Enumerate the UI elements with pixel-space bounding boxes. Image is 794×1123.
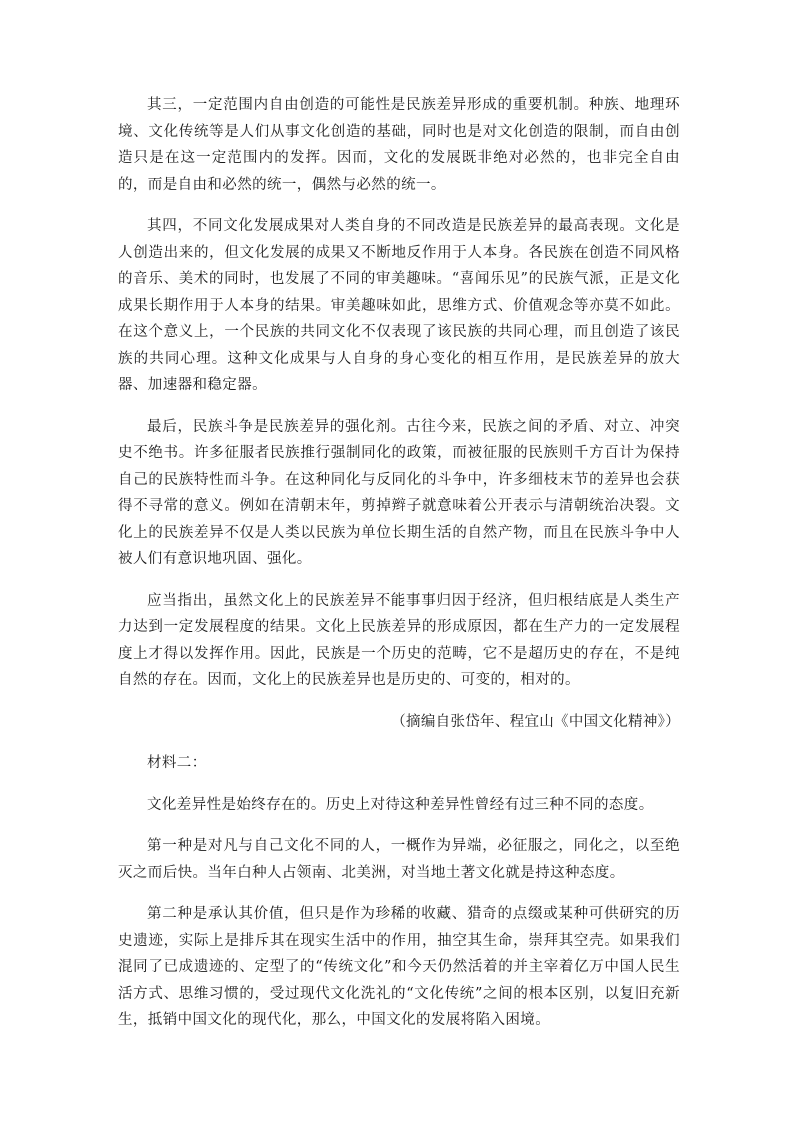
article-body — [118, 92, 680, 1034]
paragraph-second-attitude: 第二种是承认其价值，但只是作为珍稀的收藏、猎奇的点缀或某种可供研究的历史遗迹，实际上是排斥其在现实生活中的作用，抽空其生命，崇拜其空壳。如果我们混同了已成遗迹的、定型了的“传统文化”和今天仍然活着的并主宰着亿万中国人民生活方式、思维习惯的，受过现代文化洗礼的“文化传统”之间的根本区别，以复旧充新生，抵销中国文化的现代化，那么，中国文化的发展将陷入困境。 — [118, 906, 680, 1028]
paragraph-material-two-intro: 文化差异性是始终存在的。历史上对待这种差异性曾经有过三种不同的态度。 — [147, 796, 654, 813]
source-citation: （摘编自张岱年、程宜山《中国文化精神》） — [391, 713, 680, 730]
material-two-label: 材料二： — [147, 755, 207, 771]
paragraph-conclusion: 应当指出，虽然文化上的民族差异不能事事归因于经济，但归根结底是人类生产力达到一定发展程度的结果。文化上民族差异的形成原因，都在生产力的一定发展程度上才得以发挥作用。因此，民族是一个历史的范畴，它不是超历史的存在，不是纯自然的存在。因而，文化上的民族差异也是历史的、可变的，相对的。 — [118, 592, 680, 688]
paragraph-fourth-point: 其四，不同文化发展成果对人类自身的不同改造是民族差异的最高表现。文化是人创造出来的，但文化发展的成果又不断地反作用于人本身。各民族在创造不同风格的音乐、美术的同时，也发展了不同的审美趣味。“喜闻乐见”的民族气派，正是文化成果长期作用于人本身的结果。审美趣味如此，思维方式、价值观念等亦莫不如此。在这个意义上，一个民族的共同文化不仅表现了该民族的共同心理，而且创造了该民族的共同心理。这种文化成果与人自身的身心变化的相互作用，是民族差异的放大器、加速器和稳定器。 — [118, 218, 680, 393]
paragraph-first-attitude: 第一种是对凡与自己文化不同的人，一概作为异端，必征服之，同化之，以至绝灭之而后快。当年白种人占领南、北美洲，对当地土著文化就是持这种态度。 — [118, 838, 680, 881]
paragraph-last-point: 最后，民族斗争是民族差异的强化剂。古往今来，民族之间的矛盾、对立、冲突史不绝书。许多征服者民族推行强制同化的政策，而被征服的民族则千方百计为保持自己的民族特性而斗争。在这种同化与反同化的斗争中，许多细枝末节的差异也会获得不寻常的意义。例如在清朝末年，剪掉辫子就意味着公开表示与清朝统治决裂。文化上的民族差异不仅是人类以民族为单位长期生活的自然产物，而且在民族斗争中人被人们有意识地巩固、强化。 — [118, 418, 680, 567]
paragraph-third-point: 其三，一定范围内自由创造的可能性是民族差异形成的重要机制。种族、地理环境、文化传统等是人们从事文化创造的基础，同时也是对文化创造的限制，而自由创造只是在这一定范围内的发挥。因而，文化的发展既非绝对必然的，也非完全自由的，而是自由和必然的统一，偶然与必然的统一。 — [118, 97, 680, 193]
